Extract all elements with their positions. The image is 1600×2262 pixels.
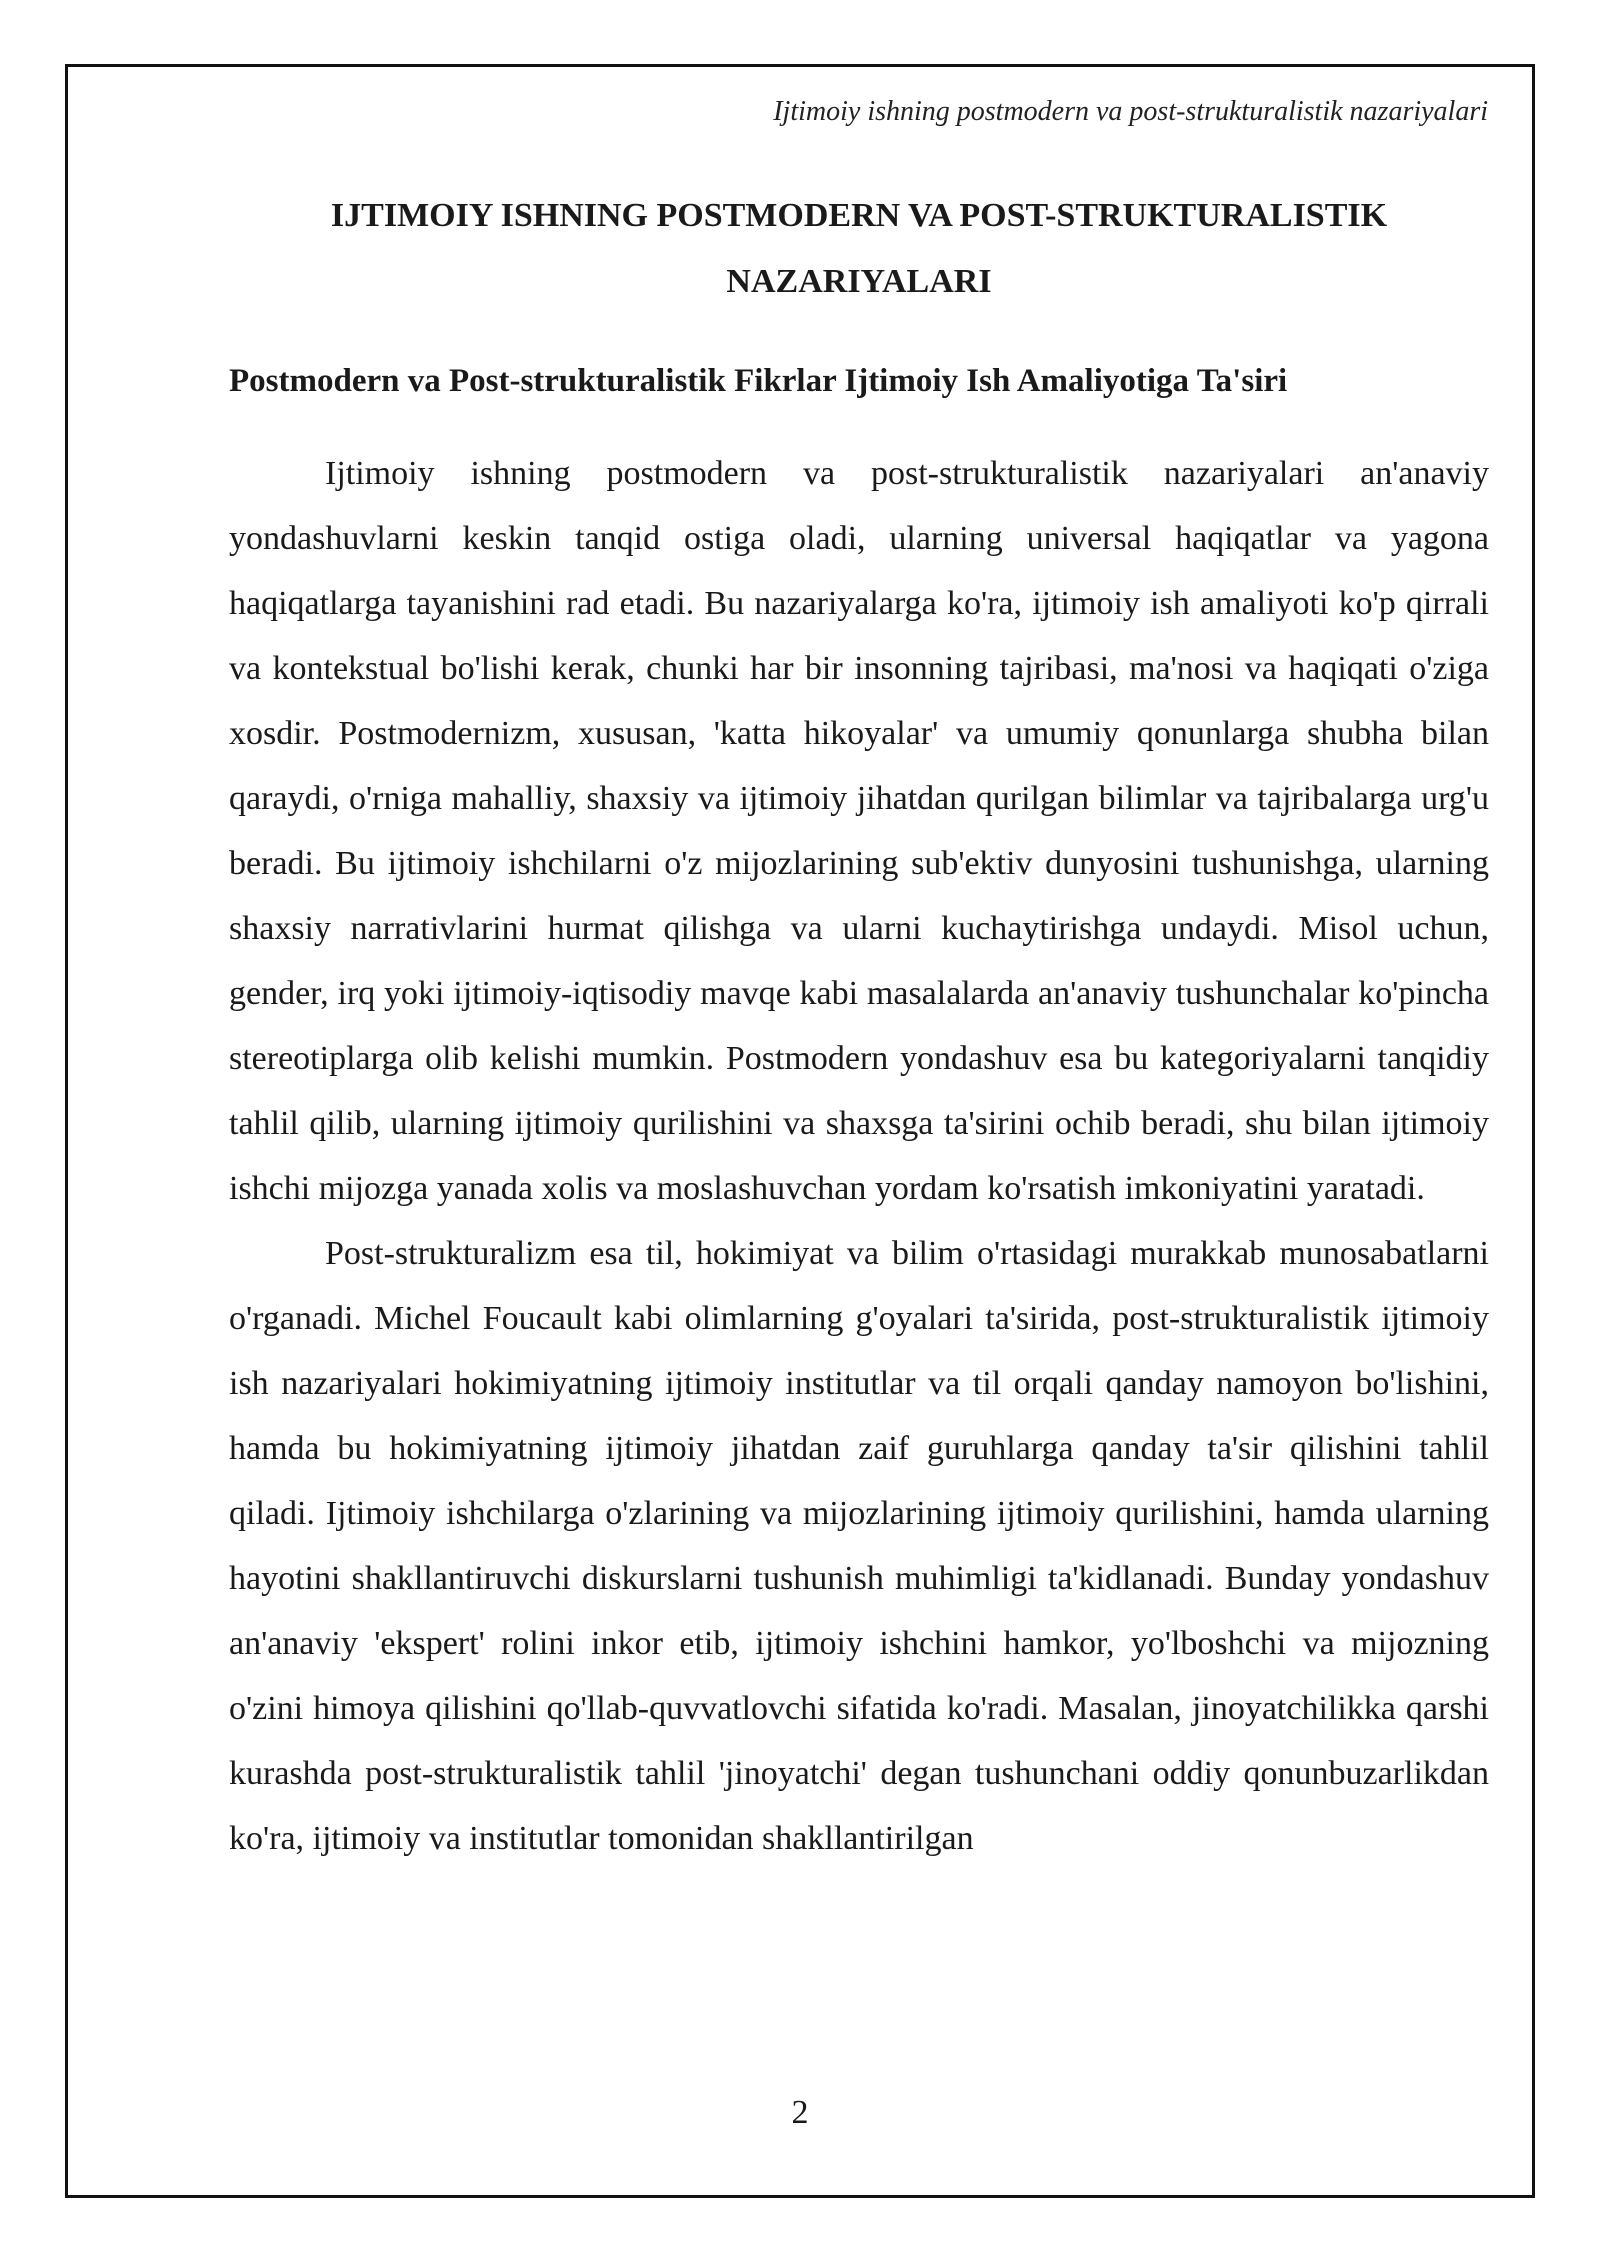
page-number: 2 [791, 2094, 809, 2131]
paragraph: Post-strukturalizm esa til, hokimiyat va bilim o'rtasidagi murakkab munosabatlarni o'rganadi. Michel Foucault kabi olimlarning g'oyalari ta'sirida, post-strukturalistik ijtimoiy ish nazariyalari hokimiyatning ijtimoiy institutlar va til orqali qanday namoyon bo'lishini, hamda bu hokimiyatning ijtimoiy jihatdan zaif guruhlarga qanday ta'sir qilishini tahlil qiladi. Ijtimoiy ishchilarga o'zlarining va mijozlarining ijtimoiy qurilishini, hamda ularning hayotini shakllantiruvchi diskurslarni tushunish muhimligi ta'kidlanadi. Bunday yondashuv an'anaviy 'ekspert' rolini inkor etib, ijtimoiy ishchini hamkor, yo'lboshchi va mijozning o'zini himoya qilishini qo'llab-quvvatlovchi sifatida ko'radi. Masalan, jinoyatchilikka qarshi kurashda post-strukturalistik tahlil 'jinoyatchi' degan tushunchani oddiy qonunbuzarlikdan ko'ra, ijtimoiy va institutlar tomonidan shakllantirilgan [229, 1235, 1489, 1857]
running-header: Ijtimoiy ishning postmodern va post-strukturalistik nazariyalari [773, 96, 1488, 127]
section-heading: Postmodern va Post-strukturalistik Fikrlar Ijtimoiy Ish Amaliyotiga Ta'siri [229, 363, 1288, 399]
body-text [229, 441, 1489, 1871]
document-title: IJTIMOIY ISHNING POSTMODERN VA POST-STRUKTURALISTIK NAZARIYALARI [330, 197, 1388, 300]
paragraph: Ijtimoiy ishning postmodern va post-strukturalistik nazariyalari an'anaviy yondashuvlarni keskin tanqid ostiga oladi, ularning universal haqiqatlar va yagona haqiqatlarga tayanishini rad etadi. Bu nazariyalarga ko'ra, ijtimoiy ish amaliyoti ko'p qirrali va kontekstual bo'lishi kerak, chunki har bir insonning tajribasi, ma'nosi va haqiqati o'ziga xosdir. Postmodernizm, xususan, 'katta hikoyalar' va umumiy qonunlarga shubha bilan qaraydi, o'rniga mahalliy, shaxsiy va ijtimoiy jihatdan qurilgan bilimlar va tajribalarga urg'u beradi. Bu ijtimoiy ishchilarni o'z mijozlarining sub'ektiv dunyosini tushunishga, ularning shaxsiy narrativlarini hurmat qilishga va ularni kuchaytirishga undaydi. Misol uchun, gender, irq yoki ijtimoiy-iqtisodiy mavqe kabi masalalarda an'anaviy tushunchalar ko'pincha stereotiplarga olib kelishi mumkin. Postmodern yondashuv esa bu kategoriyalarni tanqidiy tahlil qilib, ularning ijtimoiy qurilishini va shaxsga ta'sirini ochib beradi, shu bilan ijtimoiy ishchi mijozga yanada xolis va moslashuvchan yordam ko'rsatish imkoniyatini yaratadi. [229, 455, 1489, 1207]
